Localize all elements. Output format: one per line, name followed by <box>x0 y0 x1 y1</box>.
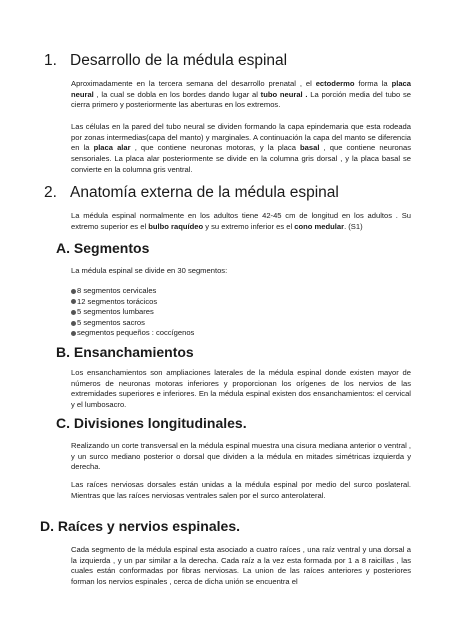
subsection-d-heading: D. Raíces y nervios espinales. <box>40 518 240 534</box>
list-item <box>71 297 194 308</box>
list-item-label: 12 segmentos torácicos <box>77 296 158 306</box>
text-run: , que contiene neuronas sensoriales. La placa alar posteriormente se divide en la columna gris dorsal , y la placa basal se convierte en la columna gris ventral. <box>71 143 411 174</box>
section-1-paragraph-2 <box>71 122 411 176</box>
text-run: forma la <box>354 79 392 88</box>
text-run: La médula espinal normalmente en los adultos tiene 42-45 cm de longitud en los adultos . Su extremo superior es el <box>71 211 411 231</box>
subsection-c-paragraph-2: Las raíces nerviosas dorsales están unidas a la médula espinal por medio del surco poslateral. Mientras que las raíces nerviosas ventrales salen por el surco anterolateral. <box>71 480 411 500</box>
subsection-b-heading: B. Ensanchamientos <box>56 344 194 360</box>
bold-term-placa-alar: placa alar <box>93 143 131 153</box>
section-2-number: 2. <box>44 184 57 201</box>
text-run: , la cual se dobla en los bordes dando lugar al <box>93 89 261 99</box>
section-1-title: Desarrollo de la médula espinal <box>70 52 288 69</box>
list-item <box>71 318 194 329</box>
section-2-title: Anatomía externa de la médula espinal <box>70 184 339 201</box>
subsection-c-paragraph-1: Realizando un corte transversal en la médula espinal muestra una cisura mediana anterior o ventral , y un surco mediano posterior o dorsal que dividen a la médula en mitades simétricas izquierda y derecha. <box>71 441 411 472</box>
text-run: . (S1) <box>344 221 363 231</box>
list-item <box>71 286 194 297</box>
list-item-label: 8 segmentos cervicales <box>77 286 157 295</box>
bold-term-ectodermo: ectodermo <box>315 79 355 88</box>
bullet-icon <box>71 321 76 326</box>
section-2-heading <box>44 184 339 202</box>
list-item-label: 5 segmentos lumbares <box>77 307 154 317</box>
section-2-paragraph-1 <box>71 211 411 232</box>
subsection-b-paragraph: Los ensanchamientos son ampliaciones laterales de la médula espinal donde existen mayor de números de neuronas motoras inferiores y proporcionan los orígenes de los nervios de las extremidades superiores e inferiores. En la médula espinal existen dos ensanchamientos: el cervical y el lumbosacro. <box>71 368 411 410</box>
bold-term-tubo-neural: tubo neural . <box>260 89 308 99</box>
text-run: y su extremo inferior es el <box>203 221 295 231</box>
text-run: Aproximadamente en la tercera semana del desarrollo prenatal , el <box>71 79 316 88</box>
bold-term-placa-neural: placa neural <box>71 79 411 99</box>
bold-term-cono-medular: cono medular <box>294 221 345 231</box>
bullet-icon <box>71 310 76 315</box>
subsection-a-intro: La médula espinal se divide en 30 segmentos: <box>71 266 228 275</box>
list-item <box>71 307 194 318</box>
section-1-paragraph-1 <box>71 79 411 111</box>
list-item <box>71 328 194 339</box>
list-item-label: segmentos pequeños : coccígenos <box>77 328 195 338</box>
text-run: La porción media del tubo se cierra primero y posteriormente las aberturas en los extremos. <box>71 89 412 110</box>
list-item-label: 5 segmentos sacros <box>77 317 145 327</box>
bold-term-bulbo-raquideo: bulbo raquídeo <box>148 221 204 231</box>
subsection-a-heading: A. Segmentos <box>56 240 150 256</box>
bullet-icon <box>71 289 76 294</box>
subsection-d-paragraph: Cada segmento de la médula espinal esta asociado a cuatro raíces , una raíz ventral y una dorsal a la izquierda , y un par similar a la derecha. Cada raíz a la vez esta formada por 1 a 8 raicillas , las cuales están conformadas por fibras nerviosas. La union de las raíces anteriores y posteriores forman los nervios espinales , cerca de dicha unión se encuentra el <box>71 545 411 587</box>
text-run: , que contiene neuronas motoras, y la placa <box>130 143 301 153</box>
text-run: Las células en la pared del tubo neural se dividen formando la capa epindemaria que esta rodeada por zonas intermedias(capa del manto) y marginales. A continuación la capa del manto se diferencia en la <box>71 122 411 153</box>
subsection-c-heading: C. Divisiones longitudinales. <box>56 415 247 431</box>
bullet-icon <box>71 331 76 336</box>
segment-list <box>71 286 194 339</box>
section-1-heading <box>44 52 287 70</box>
bold-term-basal: basal <box>300 143 320 153</box>
section-1-number: 1. <box>44 52 57 69</box>
bullet-icon <box>71 299 76 304</box>
